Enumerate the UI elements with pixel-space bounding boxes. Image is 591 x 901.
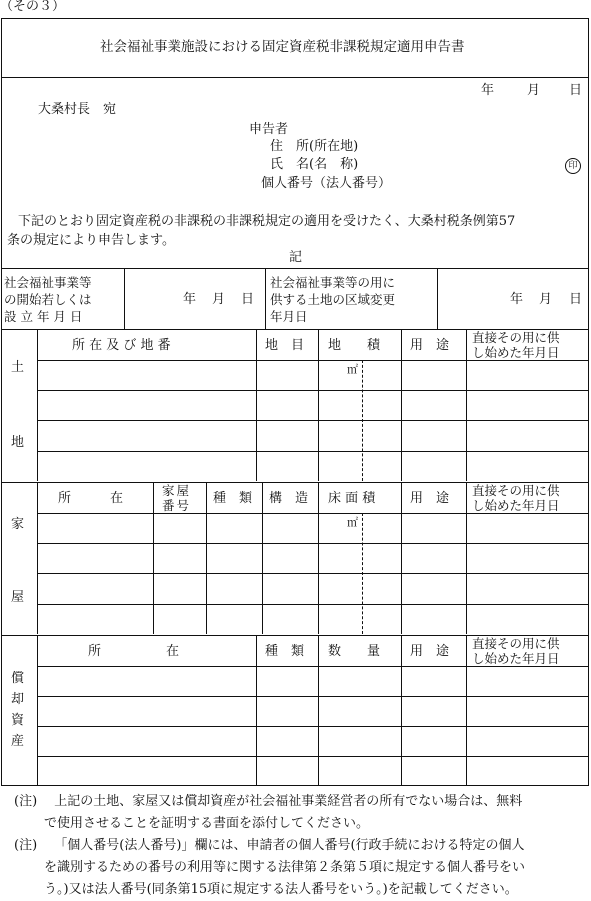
divider	[262, 482, 263, 634]
depreciable-header-start	[472, 636, 560, 666]
divider	[37, 604, 589, 605]
change-date-label-line: 供する土地の区域変更	[270, 292, 396, 307]
note-1-line-1	[14, 791, 522, 813]
title-divider	[1, 77, 589, 78]
start-month-label: 月	[212, 292, 226, 307]
note-text: 「個人番号(法人番号)」欄には、申請者の個人番号(行政手続における特定の個人	[54, 838, 525, 853]
address-label: 住 所(所在地)	[270, 139, 359, 154]
land-header-start	[472, 330, 560, 360]
divider	[401, 482, 402, 634]
date-row-top	[1, 268, 589, 269]
house-header-number-line: 家屋	[162, 483, 192, 498]
house-header-use: 用 途	[410, 491, 450, 506]
land-header-use: 用 途	[410, 338, 450, 353]
start-date-label-line: 社会福祉事業等	[4, 275, 92, 290]
land-label-1: 土	[11, 360, 25, 375]
note-1	[14, 791, 522, 835]
depreciable-header-start-line: 直接その用に供	[472, 636, 560, 651]
divider	[37, 329, 38, 481]
note-mark: (注)	[14, 838, 38, 853]
divider	[153, 482, 154, 634]
land-header-location: 所 在 及 び 地 番	[72, 338, 171, 353]
note-1-line-2: で使用させることを証明する書面を添付してください。	[44, 816, 370, 831]
house-header-start-line: 直接その用に供	[472, 483, 560, 498]
date-day-label: 日	[569, 83, 583, 98]
divider	[437, 268, 438, 329]
note-2	[14, 835, 525, 901]
land-header-start-line: 直接その用に供	[472, 330, 560, 345]
land-header-category: 地 目	[265, 338, 305, 353]
divider	[37, 360, 589, 361]
addressee: 大桑村長 宛	[38, 102, 117, 117]
depreciable-header-quantity: 数 量	[328, 644, 381, 659]
divider	[37, 635, 38, 786]
land-label-2: 地	[11, 435, 25, 450]
divider	[401, 635, 402, 786]
depreciable-header-start-line: し始めた年月日	[472, 651, 560, 666]
divider	[37, 390, 589, 391]
house-header-structure: 構 造	[269, 491, 309, 506]
house-area-unit: ㎡	[347, 516, 358, 529]
divider	[37, 482, 38, 634]
depreciable-label-char: 償	[11, 671, 25, 686]
statement-line-1: 下記のとおり固定資産税の非課税の非課税規定の適用を受けたく、大桑村税条例第57	[18, 214, 516, 229]
depreciable-label-char: 資	[11, 713, 25, 728]
start-year-label: 年	[183, 292, 197, 307]
divider	[466, 635, 467, 786]
divider	[37, 451, 589, 452]
divider	[318, 329, 319, 481]
date-month-label: 月	[527, 83, 541, 98]
depreciable-header-type: 種 類	[265, 644, 305, 659]
divider	[466, 482, 467, 634]
change-date-label	[270, 274, 395, 325]
land-header-start-line: し始めた年月日	[472, 345, 560, 360]
divider	[37, 543, 589, 544]
start-date-label-line: 設 立 年 月 日	[4, 309, 83, 324]
divider	[124, 268, 125, 329]
depreciable-label	[11, 668, 24, 752]
note-2-line-2: を識別するための番号の利用等に関する法律第２条第５項に規定する個人番号をい	[44, 860, 526, 875]
note-2-line-1	[14, 835, 525, 857]
house-header-number-line: 番号	[162, 498, 192, 513]
change-month-label: 月	[539, 292, 553, 307]
house-header-type: 種 類	[213, 491, 253, 506]
land-area-unit: ㎡	[347, 363, 358, 376]
divider	[37, 513, 589, 514]
divider	[37, 666, 589, 667]
start-date-label-line: の開始若しくは	[4, 292, 92, 307]
form-frame	[1, 18, 589, 786]
divider	[37, 420, 589, 421]
house-header-floor-area: 床 面 積	[328, 491, 376, 506]
change-year-label: 年	[510, 292, 524, 307]
house-header-number	[162, 483, 191, 513]
divider	[318, 635, 319, 786]
seal-label: 印	[568, 161, 578, 171]
depreciable-label-char: 却	[11, 692, 25, 707]
house-label-2: 屋	[11, 590, 25, 605]
change-day-label: 日	[569, 292, 583, 307]
depreciable-header-use: 用 途	[410, 644, 450, 659]
divider	[37, 696, 589, 697]
divider	[256, 329, 257, 481]
divider	[265, 268, 266, 329]
form-title: 社会福祉事業施設における固定資産税非課税規定適用申告書	[100, 39, 465, 55]
depreciable-header-location: 所 在	[88, 644, 180, 659]
ki-label: 記	[289, 250, 303, 265]
divider	[466, 329, 467, 481]
applicant-label: 申告者	[249, 122, 289, 137]
land-header-area: 地 積	[328, 338, 381, 353]
note-mark: (注)	[14, 794, 38, 809]
divider	[206, 482, 207, 634]
note-2-line-3: う。)又は法人番号(同条第15項に規定する法人番号をいう。)を記載してください。	[44, 882, 518, 897]
divider	[37, 573, 589, 574]
statement-line-2: 条の規定により申告します。	[7, 233, 175, 248]
start-day-label: 日	[241, 292, 255, 307]
divider	[256, 635, 257, 786]
divider	[37, 726, 589, 727]
start-date-label	[4, 274, 92, 325]
divider	[318, 482, 319, 634]
house-header-location: 所 在	[58, 491, 124, 506]
number-label: 個人番号（法人番号）	[261, 176, 392, 191]
depreciable-label-char: 産	[11, 734, 25, 749]
change-date-label-line: 年月日	[270, 309, 308, 324]
seal-mark	[565, 158, 581, 174]
divider	[37, 756, 589, 757]
change-date-label-line: 社会福祉事業等の用に	[270, 275, 396, 290]
house-label-1: 家	[11, 517, 25, 532]
date-year-label: 年	[481, 83, 495, 98]
name-label: 氏 名(名 称)	[270, 157, 359, 172]
page-label: （その３）	[0, 0, 66, 14]
house-header-start	[472, 483, 560, 513]
note-text: 上記の土地、家屋又は償却資産が社会福祉事業経営者の所有でない場合は、無料	[54, 794, 523, 809]
divider	[401, 329, 402, 481]
house-header-start-line: し始めた年月日	[472, 498, 560, 513]
